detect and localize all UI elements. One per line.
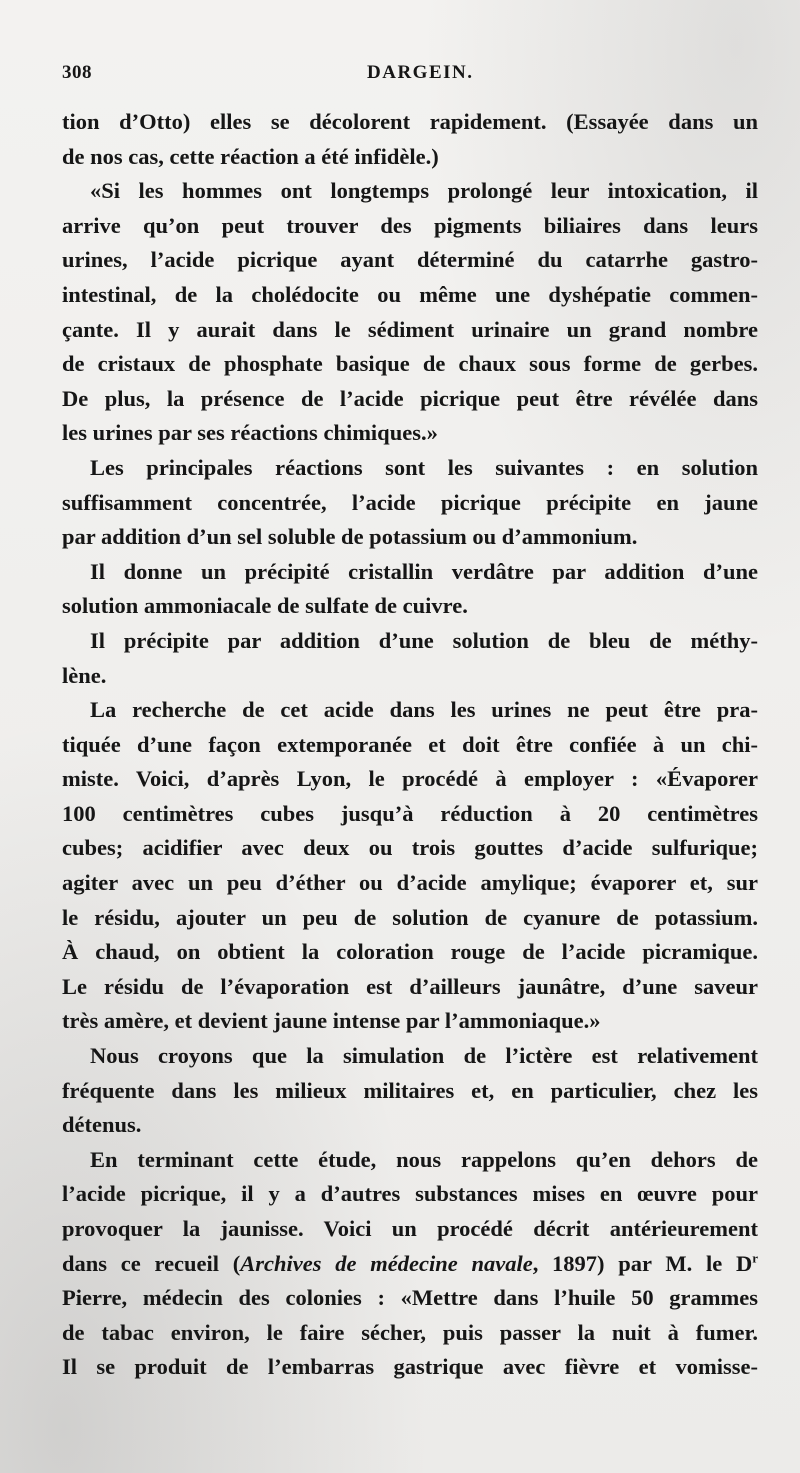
text-line: de cristaux de phosphate basique de chaux sous forme de gerbes. [62, 351, 758, 377]
text-line: Il se produit de l’embarras gastrique avec fièvre et vomisse- [62, 1354, 758, 1380]
text-line: La recherche de cet acide dans les urines ne peut être pra- [90, 697, 758, 723]
text-line: provoquer la jaunisse. Voici un procédé décrit antérieurement [62, 1216, 758, 1241]
text-line: intestinal, de la cholédocite ou même une dyshépatie commen- [62, 281, 758, 307]
text-line: solution ammoniacale de sulfate de cuivre. [62, 593, 468, 619]
text-line: urines, l’acide picrique ayant déterminé du catarrhe gastro- [62, 247, 758, 273]
running-head [62, 62, 752, 92]
text-segment: , 1897) par M. le D [532, 1250, 753, 1276]
text-line: En terminant cette étude, nous rappelons qu’en dehors de [90, 1146, 758, 1172]
text-line: agiter avec un peu d’éther ou d’acide amylique; évaporer et, sur [62, 870, 758, 896]
text-line: À chaud, on obtient la coloration rouge de l’acide picramique. [62, 939, 758, 965]
text-line: tiquée d’une façon extemporanée et doit être confiée à un chi- [62, 731, 758, 757]
text-line: très amère, et devient jaune intense par l’ammoniaque.» [62, 1008, 601, 1034]
text-line: Il donne un précipité cristallin verdâtre par addition d’une [90, 558, 758, 584]
text-line: par addition d’un sel soluble de potassium ou d’ammonium. [62, 524, 638, 550]
text-line: 100 centimètres cubes jusqu’à réduction à 20 centimètres [62, 800, 758, 826]
text-line: Le résidu de l’évaporation est d’ailleurs jaunâtre, d’une saveur [62, 973, 758, 999]
text-line: tion d’Otto) elles se décolorent rapidement. (Essayée dans un [62, 109, 758, 134]
text-line: suffisamment concentrée, l’acide picrique précipite en jaune [62, 489, 758, 515]
journal-title: Archives de médecine navale [240, 1250, 533, 1276]
text-line: l’acide picrique, il y a d’autres substances mises en œuvre pour [62, 1181, 758, 1207]
text-line: détenus. [62, 1112, 142, 1138]
text-line: De plus, la présence de l’acide picrique peut être révélée dans [62, 385, 758, 411]
text-line: lène. [62, 662, 107, 688]
body-text [62, 105, 758, 1385]
superscript: r [752, 1250, 758, 1266]
text-line: Nous croyons que la simulation de l’ictère est relativement [90, 1043, 758, 1069]
text-line: Il précipite par addition d’une solution de bleu de méthy- [90, 627, 758, 653]
running-title: DARGEIN. [367, 62, 474, 83]
text-line-with-citation [62, 1247, 758, 1282]
text-line: de nos cas, cette réaction a été infidèle.) [62, 143, 439, 169]
text-segment: dans ce recueil ( [62, 1250, 241, 1276]
text-line: çante. Il y aurait dans le sédiment urinaire un grand nombre [62, 316, 758, 342]
text-line: le résidu, ajouter un peu de solution de cyanure de potassium. [62, 904, 758, 930]
text-line: cubes; acidifier avec deux ou trois gouttes d’acide sulfurique; [62, 835, 758, 861]
text-line: de tabac environ, le faire sécher, puis passer la nuit à fumer. [62, 1319, 758, 1345]
text-line: fréquente dans les milieux militaires et, en particulier, chez les [62, 1077, 758, 1103]
text-line: arrive qu’on peut trouver des pigments biliaires dans leurs [62, 212, 758, 238]
page-number: 308 [62, 62, 92, 83]
text-line: «Si les hommes ont longtemps prolongé leur intoxication, il [90, 178, 758, 204]
text-line: Les principales réactions sont les suivantes : en solution [90, 454, 758, 480]
text-line: miste. Voici, d’après Lyon, le procédé à employer : «Évaporer [62, 766, 758, 792]
text-line: les urines par ses réactions chimiques.» [62, 420, 438, 446]
text-line: Pierre, médecin des colonies : «Mettre dans l’huile 50 grammes [62, 1285, 758, 1311]
